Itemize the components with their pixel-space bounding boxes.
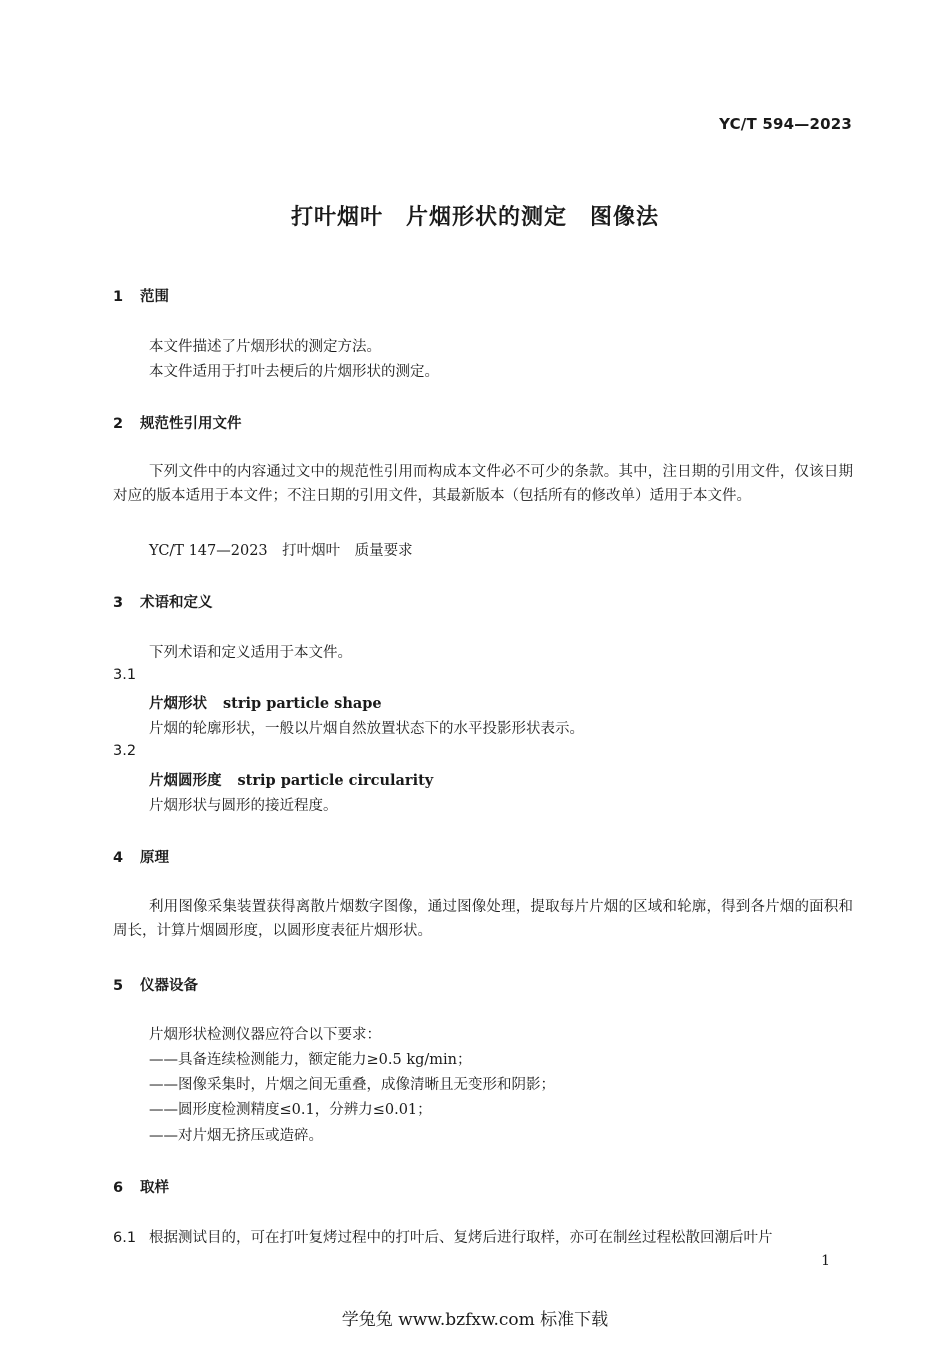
section-3-intro: 下列术语和定义适用于本文件。	[149, 645, 352, 661]
section-4-paragraph: 利用图像采集装置获得离散片烟数字图像，通过图像处理，提取每片片烟的区域和轮廓，得到各片烟的面积和周长，计算片烟圆形度，以圆形度表征片烟形状。	[113, 899, 853, 939]
section-2-heading: 2 规范性引用文件	[113, 416, 242, 432]
term-3-2: 片烟圆形度 strip particle circularity	[149, 772, 434, 789]
normative-reference: YC/T 147—2023 打叶烟叶 质量要求	[149, 543, 413, 559]
watermark-footer: 学兔兔 www.bzfxw.com 标准下载	[341, 1310, 609, 1330]
requirement-item-3: ——圆形度检测精度≤0.1，分辨力≤0.01；	[149, 1102, 432, 1118]
clause-6-1: 6.1 根据测试目的，可在打叶复烤过程中的打叶后、复烤后进行取样，亦可在制丝过程松散回潮后叶片	[113, 1230, 773, 1246]
requirement-item-1: ——具备连续检测能力，额定能力≥0.5 kg/min；	[149, 1052, 472, 1068]
section-2-paragraph: 下列文件中的内容通过文中的规范性引用而构成本文件必不可少的条款。其中，注日期的引用文件，仅该日期对应的版本适用于本文件；不注日期的引用文件，其最新版本（包括所有的修改单）适用于本文件。	[113, 464, 853, 504]
section-1-line-2: 本文件适用于打叶去梗后的片烟形状的测定。	[149, 364, 439, 380]
section-1-line-1: 本文件描述了片烟形状的测定方法。	[149, 339, 381, 355]
document-title: 打叶烟叶 片烟形状的测定 图像法	[290, 205, 659, 230]
term-3-1-number: 3.1	[113, 667, 137, 683]
term-3-1: 片烟形状 strip particle shape	[149, 695, 382, 712]
term-3-2-number: 3.2	[113, 743, 137, 759]
requirement-item-2: ——图像采集时，片烟之间无重叠，成像清晰且无变形和阴影；	[149, 1077, 555, 1093]
section-3-heading: 3 术语和定义	[113, 595, 213, 611]
term-3-2-definition: 片烟形状与圆形的接近程度。	[149, 798, 338, 814]
requirement-item-4: ——对片烟无挤压或造碎。	[149, 1128, 323, 1144]
section-4-heading: 4 原理	[113, 850, 169, 866]
section-1-heading: 1 范围	[113, 289, 169, 305]
term-3-1-definition: 片烟的轮廓形状，一般以片烟自然放置状态下的水平投影形状表示。	[149, 721, 584, 737]
standard-code: YC/T 594—2023	[719, 115, 852, 133]
section-5-heading: 5 仪器设备	[113, 978, 198, 994]
section-5-intro: 片烟形状检测仪器应符合以下要求：	[149, 1027, 381, 1043]
page-number: 1	[821, 1253, 830, 1269]
section-6-heading: 6 取样	[113, 1180, 169, 1196]
